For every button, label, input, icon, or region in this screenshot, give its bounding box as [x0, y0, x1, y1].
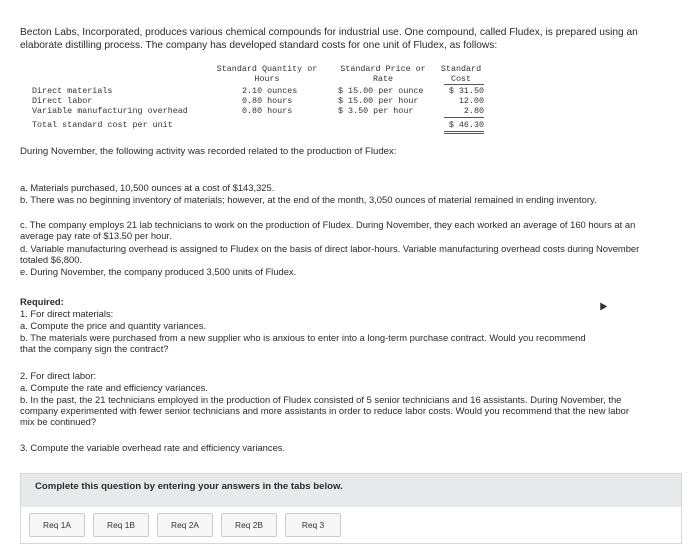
row-overhead-qty: 0.80 hours: [242, 106, 293, 116]
tab-req-2b[interactable]: Req 2B: [221, 513, 277, 537]
header-qty-line1: Standard Quantity or: [216, 64, 318, 74]
total-double-rule-2: [444, 133, 484, 134]
required-heading: Required:: [20, 296, 64, 307]
row-materials-label: Direct materials: [32, 86, 113, 96]
standard-cost-table: [20, 64, 500, 134]
row-overhead-cost: 2.80: [463, 106, 484, 116]
tab-req-1a[interactable]: Req 1A: [29, 513, 85, 537]
row-labor-price: $ 15.00 per hour: [338, 96, 419, 106]
activity-c: c. The company employs 21 lab technicians to work on the production of Fludex. During November, they each worked an average of 160 hours at an average pay rate of $13.50 per hour.: [20, 219, 636, 241]
row-overhead-price: $ 3.50 per hour: [338, 106, 414, 116]
total-cost: $ 46.30: [448, 120, 484, 130]
activity-d: d. Variable manufacturing overhead is assigned to Fludex on the basis of direct labor-hours. Variable manufacturing overhead costs during November totaled $6,800.: [20, 243, 640, 265]
req1-b: b. The materials were purchased from a new supplier who is anxious to enter into a long-term purchase contract. Would you recommend that the company sign the contract?: [20, 332, 586, 354]
total-double-rule-1: [444, 131, 484, 132]
req1-a: a. Compute the price and quantity variances.: [20, 320, 207, 331]
header-price-line2: Rate: [372, 74, 394, 84]
activity-e: e. During November, the company produced 3,500 units of Fludex.: [20, 266, 297, 277]
row-materials-qty: 2.10 ounces: [242, 86, 298, 96]
row-labor-cost: 12.00: [458, 96, 484, 106]
header-cost-line2: Cost: [450, 74, 472, 84]
req1-heading: 1. For direct materials:: [20, 308, 114, 319]
activity-b: b. There was no beginning inventory of materials; however, at the end of the month, 3,050 ounces of material remained in ending inventory.: [20, 194, 597, 205]
banner-text: Complete this question by entering your answers in the tabs below.: [35, 481, 343, 492]
header-price-line1: Standard Price or: [340, 64, 426, 74]
req2-heading: 2. For direct labor:: [20, 370, 97, 381]
total-label: Total standard cost per unit: [32, 120, 173, 130]
row-labor-qty: 0.80 hours: [242, 96, 293, 106]
req-tab-bar: [20, 507, 682, 544]
november-intro: During November, the following activity was recorded related to the production of Fludex:: [20, 146, 397, 157]
row-materials-cost: $ 31.50: [448, 86, 484, 96]
header-qty-line2: Hours: [254, 74, 280, 84]
header-underline: [444, 84, 484, 85]
req3: 3. Compute the variable overhead rate and efficiency variances.: [20, 442, 286, 453]
req2-a: a. Compute the rate and efficiency variances.: [20, 382, 208, 393]
tab-req-2a[interactable]: Req 2A: [157, 513, 213, 537]
activity-a: a. Materials purchased, 10,500 ounces at a cost of $143,325.: [20, 182, 275, 193]
row-labor-label: Direct labor: [32, 96, 93, 106]
row-materials-price: $ 15.00 per ounce: [338, 86, 424, 96]
intro-paragraph: Becton Labs, Incorporated, produces various chemical compounds for industrial use. One compound, called Fludex, is prepared using an elaborate distilling process. The company has developed standard costs for one unit of Fludex, as follows:: [20, 27, 638, 51]
tab-req-3[interactable]: Req 3: [285, 513, 341, 537]
req2-b: b. In the past, the 21 technicians employed in the production of Fludex consisted of 5 senior technicians and 16 assistants. During November, the company experimented with fewer senior technicians and more assistants in order to reduce labor costs. Would you recommend that the new labor mix be continued?: [20, 394, 629, 427]
subtotal-rule: [444, 117, 484, 118]
tab-req-1b[interactable]: Req 1B: [93, 513, 149, 537]
row-overhead-label: Variable manufacturing overhead: [32, 106, 188, 116]
header-cost-line1: Standard: [440, 64, 482, 74]
